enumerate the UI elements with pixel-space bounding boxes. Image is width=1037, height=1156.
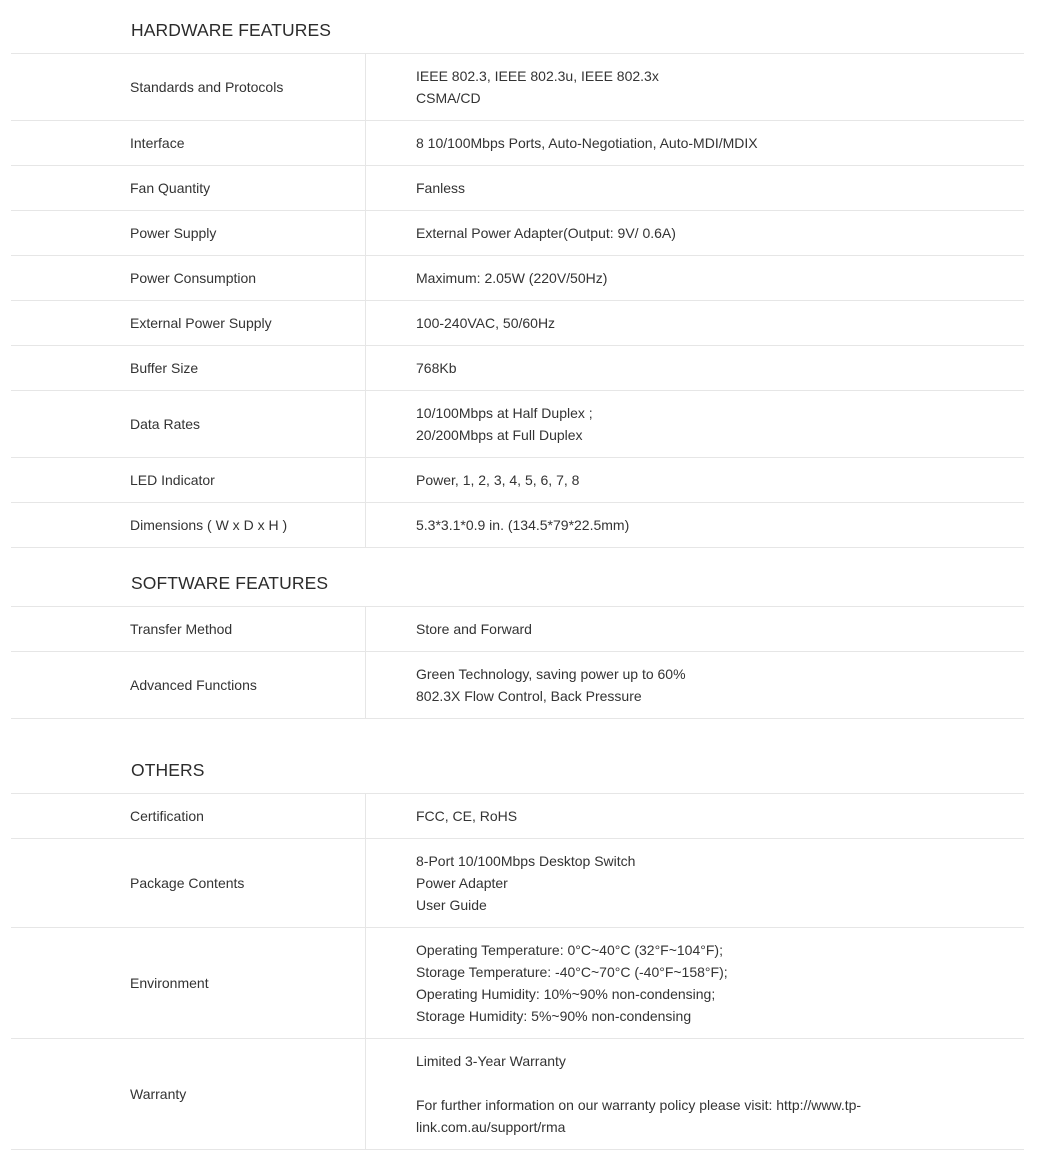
table-row (11, 503, 1024, 548)
spec-value-line: 5.3*3.1*0.9 in. (134.5*79*22.5mm) (416, 517, 630, 533)
spec-value-line: For further information on our warranty policy please visit: http://www.tp- (416, 1097, 862, 1113)
spec-value-line: Power, 1, 2, 3, 4, 5, 6, 7, 8 (416, 472, 580, 488)
spec-label: Fan Quantity (11, 166, 366, 210)
spec-label: Dimensions ( W x D x H ) (11, 503, 366, 547)
table-row (11, 794, 1024, 839)
spec-value (366, 839, 1024, 927)
spec-value-line: Storage Humidity: 5%~90% non-condensing (416, 1008, 692, 1024)
spec-value (366, 256, 1024, 300)
spec-value (366, 607, 1024, 651)
spec-value-line: 10/100Mbps at Half Duplex ; (416, 405, 593, 421)
table-row (11, 121, 1024, 166)
spec-value-line: 8 10/100Mbps Ports, Auto-Negotiation, Auto-MDI/MDIX (416, 135, 758, 151)
table-row (11, 607, 1024, 652)
spec-value-line: 802.3X Flow Control, Back Pressure (416, 688, 642, 704)
table-row (11, 166, 1024, 211)
spec-label: Interface (11, 121, 366, 165)
spec-value (366, 54, 1024, 120)
spec-value-line: 8-Port 10/100Mbps Desktop Switch (416, 853, 636, 869)
spec-value (366, 794, 1024, 838)
spec-value-line: Limited 3-Year Warranty (416, 1053, 566, 1069)
table-row (11, 839, 1024, 928)
table-row (11, 652, 1024, 719)
spec-value-line: External Power Adapter(Output: 9V/ 0.6A) (416, 225, 676, 241)
spec-value (366, 346, 1024, 390)
spec-value-line: Fanless (416, 180, 466, 196)
spec-value-line: 100-240VAC, 50/60Hz (416, 315, 556, 331)
spec-value-line: Power Adapter (416, 875, 508, 891)
spec-value (366, 503, 1024, 547)
spec-value (366, 652, 1024, 718)
spec-value (366, 211, 1024, 255)
spec-label: Transfer Method (11, 607, 366, 651)
spec-table (11, 793, 1024, 1150)
spec-value (366, 166, 1024, 210)
spec-value-line: link.com.au/support/rma (416, 1119, 566, 1135)
spec-label: Buffer Size (11, 346, 366, 390)
spec-label: Warranty (11, 1039, 366, 1149)
table-row (11, 301, 1024, 346)
spec-value (366, 1039, 1024, 1149)
spec-value-line: CSMA/CD (416, 90, 481, 106)
spec-value (366, 391, 1024, 457)
spec-value-line: Storage Temperature: -40°C~70°C (-40°F~158°F); (416, 964, 728, 980)
spec-label: Environment (11, 928, 366, 1038)
spec-value (366, 301, 1024, 345)
spec-label: Data Rates (11, 391, 366, 457)
section-title: SOFTWARE FEATURES (131, 573, 329, 593)
section-title: OTHERS (131, 760, 205, 780)
spec-label: Power Supply (11, 211, 366, 255)
table-row (11, 346, 1024, 391)
spec-label: Power Consumption (11, 256, 366, 300)
spec-value (366, 121, 1024, 165)
spec-table (11, 53, 1024, 548)
spec-value-line: 20/200Mbps at Full Duplex (416, 427, 583, 443)
spec-label: Certification (11, 794, 366, 838)
spec-value-line: User Guide (416, 897, 487, 913)
table-row (11, 928, 1024, 1039)
table-row (11, 54, 1024, 121)
spec-value-line: IEEE 802.3, IEEE 802.3u, IEEE 802.3x (416, 68, 659, 84)
spec-label: External Power Supply (11, 301, 366, 345)
table-row (11, 256, 1024, 301)
spec-label: LED Indicator (11, 458, 366, 502)
spec-value-line (416, 1072, 1024, 1094)
spec-value-line: Operating Temperature: 0°C~40°C (32°F~104°F); (416, 942, 723, 958)
table-row (11, 391, 1024, 458)
spec-value-line: Green Technology, saving power up to 60% (416, 666, 686, 682)
spec-value (366, 928, 1024, 1038)
spec-label: Advanced Functions (11, 652, 366, 718)
spec-table (11, 606, 1024, 719)
spec-value-line: Operating Humidity: 10%~90% non-condensing; (416, 986, 716, 1002)
table-row (11, 211, 1024, 256)
spec-label: Standards and Protocols (11, 54, 366, 120)
spec-value-line: FCC, CE, RoHS (416, 808, 518, 824)
table-row (11, 1039, 1024, 1150)
spec-value-line: 768Kb (416, 360, 457, 376)
spec-value-line: Maximum: 2.05W (220V/50Hz) (416, 270, 608, 286)
spec-label: Package Contents (11, 839, 366, 927)
section-title: HARDWARE FEATURES (131, 20, 332, 40)
spec-value (366, 458, 1024, 502)
table-row (11, 458, 1024, 503)
spec-value-line: Store and Forward (416, 621, 532, 637)
